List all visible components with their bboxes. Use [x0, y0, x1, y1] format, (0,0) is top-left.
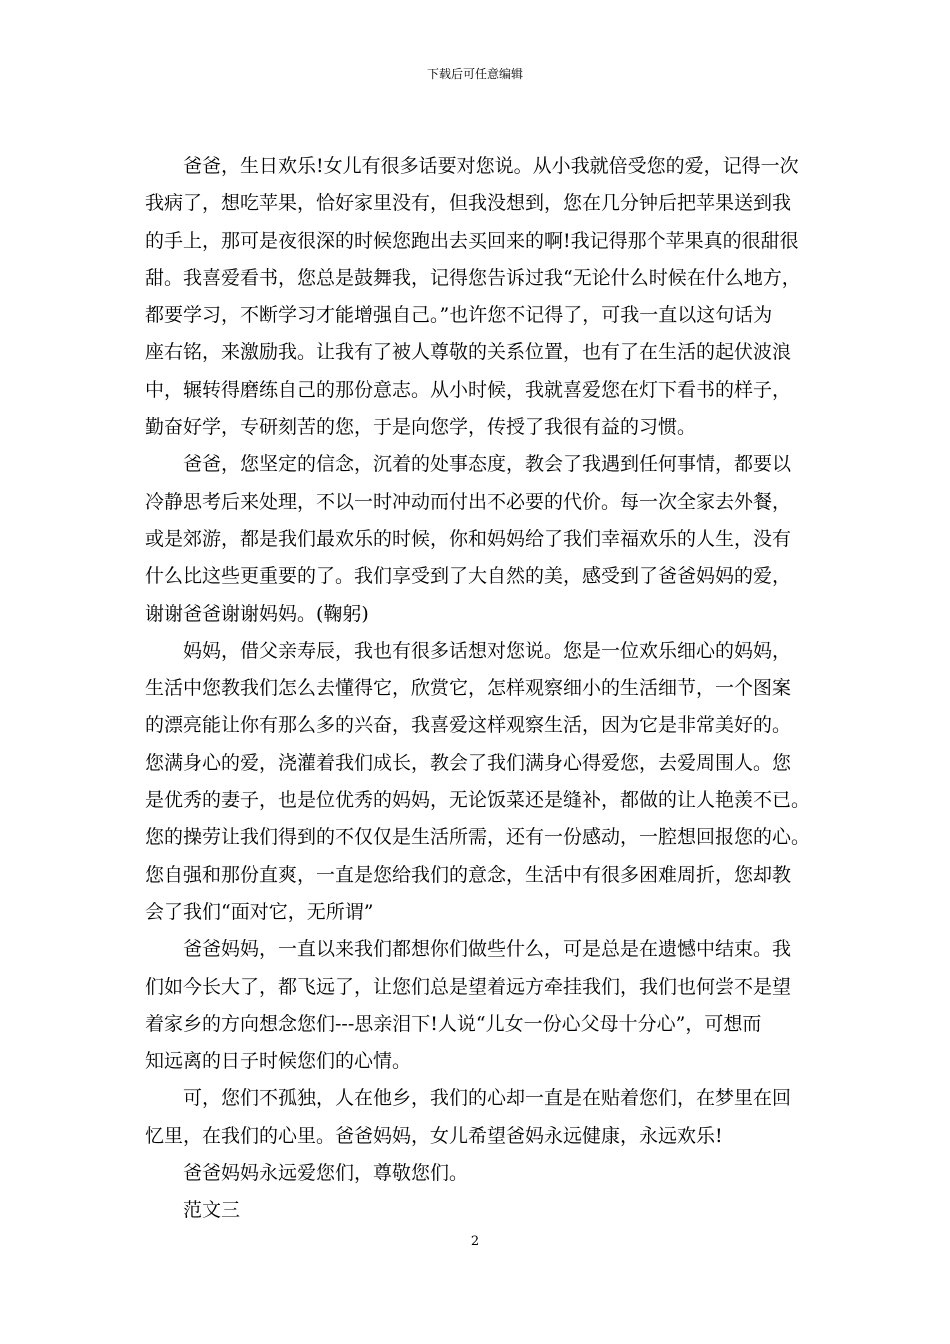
text-line: 中，辗转得磨练自己的那份意志。从小时候，我就喜爱您在灯下看书的样子， [145, 378, 792, 401]
text-line: 什么比这些更重要的了。我们享受到了大自然的美，感受到了爸爸妈妈的爱， [145, 565, 792, 588]
text-line: 着家乡的方向想念您们---思亲泪下!人说“儿女一份心父母十分心”，可想而 [145, 1012, 762, 1035]
text-line: 会了我们“面对它，无所谓” [145, 900, 374, 923]
text-line: 可，您们不孤独，人在他乡，我们的心却一直是在贴着您们，在梦里在回 [183, 1087, 792, 1110]
section-heading: 范文三 [183, 1199, 241, 1222]
text-line: 爸爸，您坚定的信念，沉着的处事态度，教会了我遇到任何事情，都要以 [183, 453, 792, 476]
text-line: 妈妈，借父亲寿辰，我也有很多话想对您说。您是一位欢乐细心的妈妈， [183, 639, 792, 662]
text-line: 甜。我喜爱看书，您总是鼓舞我，记得您告诉过我“无论什么时候在什么地方， [145, 266, 801, 289]
text-line: 勤奋好学，专研刻苦的您，于是向您学，传授了我很有益的习惯。 [145, 416, 697, 439]
text-line: 的漂亮能让你有那么多的兴奋，我喜爱这样观察生活，因为它是非常美好的。 [145, 714, 792, 737]
text-line: 爸爸妈妈，一直以来我们都想你们做些什么，可是总是在遗憾中结束。我 [183, 938, 792, 961]
text-line: 或是郊游，都是我们最欢乐的时候，你和妈妈给了我们幸福欢乐的人生，没有 [145, 527, 792, 550]
page-number: 2 [470, 1234, 480, 1249]
paragraph-1 [145, 148, 807, 446]
text-line: 您的操劳让我们得到的不仅仅是生活所需，还有一份感动，一腔想回报您的心。 [145, 826, 811, 849]
text-line: 都要学习，不断学习才能增强自己。”也许您不记得了，可我一直以这句话为 [145, 304, 773, 327]
text-line: 冷静思考后来处理，不以一时冲动而付出不必要的代价。每一次全家去外餐， [145, 490, 792, 513]
text-line: 您满身心的爱，浇灌着我们成长，教会了我们满身心得爱您，去爱周围人。您 [145, 751, 792, 774]
text-line: 我病了，想吃苹果，恰好家里没有，但我没想到，您在几分钟后把苹果送到我 [145, 192, 792, 215]
paragraph-6 [145, 1155, 807, 1192]
paragraph-3 [145, 633, 811, 931]
document-body [145, 148, 811, 1230]
paragraph-4 [145, 931, 807, 1080]
page-header: 下载后可任意编辑 [426, 67, 523, 81]
paragraph-7 [145, 1192, 807, 1229]
text-line: 您自强和那份直爽，一直是您给我们的意念，生活中有很多困难周折，您却教 [145, 863, 792, 886]
text-line: 生活中您教我们怎么去懂得它，欣赏它，怎样观察细小的生活细节，一个图案 [145, 677, 792, 700]
text-line: 是优秀的妻子，也是位优秀的妈妈，无论饭菜还是缝补，都做的让人艳羡不已。 [145, 789, 811, 812]
paragraph-5 [145, 1080, 807, 1155]
text-line: 座右铭，来激励我。让我有了被人尊敬的关系位置，也有了在生活的起伏波浪 [145, 341, 792, 364]
paragraph-2 [145, 446, 807, 632]
text-line: 谢谢爸爸谢谢妈妈。(鞠躬) [145, 602, 369, 625]
text-line: 的手上，那可是夜很深的时候您跑出去买回来的啊!我记得那个苹果真的很甜很 [145, 229, 799, 252]
text-line: 知远离的日子时候您们的心情。 [145, 1050, 412, 1073]
text-line: 爸爸，生日欢乐!女儿有很多话要对您说。从小我就倍受您的爱，记得一次 [183, 155, 799, 177]
text-line: 爸爸妈妈永远爱您们，尊敬您们。 [183, 1162, 469, 1185]
text-line: 忆里，在我们的心里。爸爸妈妈，女儿希望爸妈永远健康，永远欢乐! [145, 1124, 723, 1147]
text-line: 们如今长大了，都飞远了，让您们总是望着远方牵挂我们，我们也何尝不是望 [145, 975, 792, 998]
